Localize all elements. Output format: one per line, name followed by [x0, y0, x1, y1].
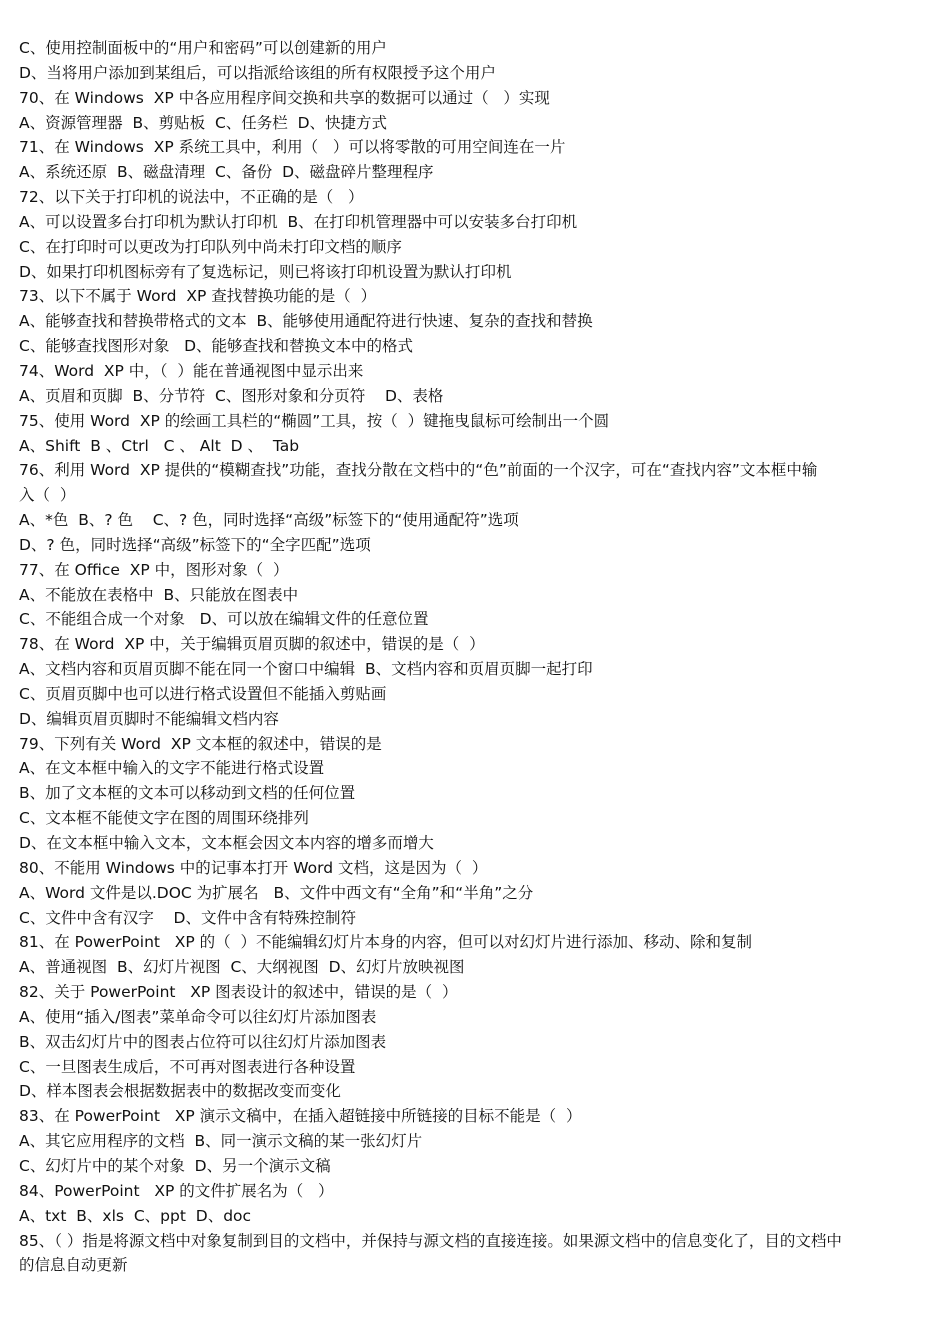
question-text-block [19, 36, 924, 1278]
text-line: A、在文本框中输入的文字不能进行格式设置 [19, 759, 325, 778]
text-line: 78、在 Word XP 中，关于编辑页眉页脚的叙述中，错误的是（ ） [19, 635, 485, 654]
text-line: 73、以下不属于 Word XP 查找替换功能的是（ ） [19, 287, 377, 306]
text-line: A、资源管理器 B、剪贴板 C、任务栏 D、快捷方式 [19, 113, 388, 132]
text-line: 76、利用 Word XP 提供的“模糊查找”功能，查找分散在文档中的“色”前面的一个汉字，可在“查找内容”文本框中输 [19, 461, 818, 480]
text-line: A、能够查找和替换带格式的文本 B、能够使用通配符进行快速、复杂的查找和替换 [19, 312, 593, 331]
text-line: C、文件中含有汉字 D、文件中含有特殊控制符 [19, 908, 356, 927]
text-line: 85、（ ）指是将源文档中对象复制到目的文档中，并保持与源文档的直接连接。如果源文档中的信息变化了，目的文档中 [19, 1231, 842, 1250]
text-line: 75、使用 Word XP 的绘画工具栏的“椭圆”工具，按（ ）键拖曳鼠标可绘制出一个圆 [19, 411, 610, 430]
text-line: 82、关于 PowerPoint XP 图表设计的叙述中，错误的是（ ） [19, 983, 458, 1002]
text-line: A、页眉和页脚 B、分节符 C、图形对象和分页符 D、表格 [19, 386, 444, 405]
text-line: A、文档内容和页眉页脚不能在同一个窗口中编辑 B、文档内容和页眉页脚一起打印 [19, 660, 593, 679]
text-line: 74、Word XP 中，（ ）能在普通视图中显示出来 [19, 361, 364, 380]
text-line: A、不能放在表格中 B、只能放在图表中 [19, 585, 299, 604]
text-line: C、不能组合成一个对象 D、可以放在编辑文件的任意位置 [19, 610, 429, 629]
text-line: B、双击幻灯片中的图表占位符可以往幻灯片添加图表 [19, 1032, 387, 1051]
text-line: D、在文本框中输入文本，文本框会因文本内容的增多而增大 [19, 834, 434, 852]
text-line: C、在打印时可以更改为打印队列中尚未打印文档的顺序 [19, 237, 402, 256]
text-line: D、样本图表会根据数据表中的数据改变而变化 [19, 1082, 341, 1101]
text-line: 71、在 Windows XP 系统工具中，利用（ ）可以将零散的可用空间连在一片 [19, 138, 566, 157]
text-line: D、编辑页眉页脚时不能编辑文档内容 [19, 709, 279, 728]
text-line: C、一旦图表生成后，不可再对图表进行各种设置 [19, 1057, 356, 1076]
text-line: A、txt B、xls C、ppt D、doc [19, 1206, 252, 1225]
text-line: 84、PowerPoint XP 的文件扩展名为（ ） [19, 1181, 334, 1200]
text-line: D、当将用户添加到某组后，可以指派给该组的所有权限授予这个用户 [19, 63, 496, 82]
text-line: D、? 色，同时选择“高级”标签下的“全字匹配”选项 [19, 535, 371, 554]
text-line: A、普通视图 B、幻灯片视图 C、大纲视图 D、幻灯片放映视图 [19, 958, 465, 977]
text-line: C、能够查找图形对象 D、能够查找和替换文本中的格式 [19, 337, 414, 356]
text-line: A、*色 B、? 色 C、? 色，同时选择“高级”标签下的“使用通配符”选项 [19, 511, 519, 530]
text-line: C、使用控制面板中的“用户和密码”可以创建新的用户 [19, 39, 387, 57]
text-line: 79、下列有关 Word XP 文本框的叙述中，错误的是 [19, 734, 382, 753]
text-line: A、其它应用程序的文档 B、同一演示文稿的某一张幻灯片 [19, 1132, 423, 1151]
text-line: 77、在 Office XP 中，图形对象（ ） [19, 560, 289, 579]
text-line: 的信息自动更新 [19, 1256, 128, 1275]
text-line: 80、不能用 Windows 中的记事本打开 Word 文档，这是因为（ ） [19, 858, 488, 877]
text-line: C、文本框不能使文字在图的周围环绕排列 [19, 809, 309, 828]
text-line: A、使用“插入/图表”菜单命令可以往幻灯片添加图表 [19, 1007, 377, 1026]
text-line: B、加了文本框的文本可以移动到文档的任何位置 [19, 784, 356, 803]
text-line: A、系统还原 B、磁盘清理 C、备份 D、磁盘碎片整理程序 [19, 163, 434, 182]
text-line: 81、在 PowerPoint XP 的（ ）不能编辑幻灯片本身的内容，但可以对幻灯片进行添加、移动、除和复制 [19, 933, 753, 952]
text-line: 83、在 PowerPoint XP 演示文稿中，在插入超链接中所链接的目标不能是（ ） [19, 1107, 582, 1126]
text-line: A、可以设置多台打印机为默认打印机 B、在打印机管理器中可以安装多台打印机 [19, 212, 578, 231]
text-line: A、Word 文件是以.DOC 为扩展名 B、文件中西文有“全角”和“半角”之分 [19, 883, 534, 902]
text-line: 72、以下关于打印机的说法中，不正确的是（ ） [19, 188, 364, 207]
text-line: 入（ ） [19, 486, 76, 505]
text-line: 70、在 Windows XP 中各应用程序间交换和共享的数据可以通过（ ）实现 [19, 88, 550, 107]
text-line: C、页眉页脚中也可以进行格式设置但不能插入剪贴画 [19, 684, 387, 703]
text-line: A、Shift B 、Ctrl C 、 Alt D 、 Tab [19, 436, 300, 455]
text-line: C、幻灯片中的某个对象 D、另一个演示文稿 [19, 1156, 331, 1175]
text-line: D、如果打印机图标旁有了复选标记，则已将该打印机设置为默认打印机 [19, 262, 512, 281]
